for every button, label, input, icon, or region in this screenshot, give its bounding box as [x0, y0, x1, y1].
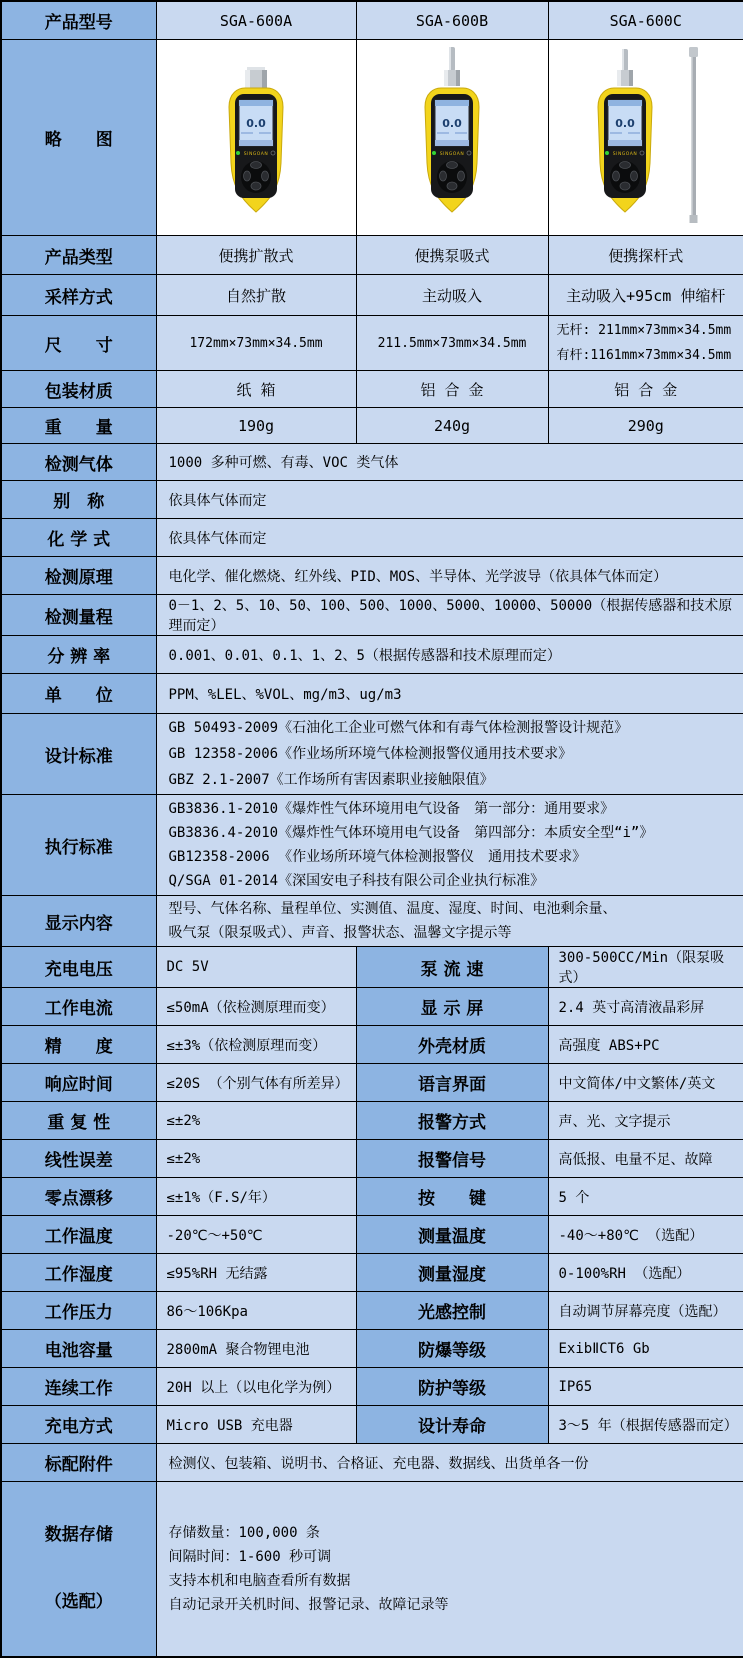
table-row: [1, 1102, 743, 1140]
spec-value: [156, 795, 743, 896]
spec-value: ≤95%RH 无结露: [156, 1254, 356, 1292]
row-label: 测量温度: [356, 1216, 548, 1254]
spec-value: ≤50mA（依检测原理而变）: [156, 988, 356, 1026]
table-row: [1, 1140, 743, 1178]
row-label: 产品类型: [1, 236, 156, 275]
row-label: 标配附件: [1, 1444, 156, 1482]
device-led: [605, 151, 609, 155]
gas-detector-with-probe-illustration: [583, 43, 709, 228]
row-label: 充电方式: [1, 1406, 156, 1444]
spec-value: 290g: [548, 408, 743, 444]
device-led: [432, 151, 436, 155]
row-label: 工作电流: [1, 988, 156, 1026]
table-row: [1, 371, 743, 408]
spec-value: 2.4 英寸高清液晶彩屏: [548, 988, 743, 1026]
spec-value: 211.5mm×73mm×34.5mm: [356, 316, 548, 371]
spec-value-line: GB3836.1-2010《爆炸性气体环境用电气设备 第一部分：通用要求》: [169, 797, 743, 821]
spec-value: 190g: [156, 408, 356, 444]
spec-value: 2800mA 聚合物锂电池: [156, 1330, 356, 1368]
spec-value-line: Q/SGA 01-2014《深国安电子科技有限公司企业执行标准》: [169, 869, 743, 893]
table-row: [1, 1216, 743, 1254]
device-image-sga-600c: [548, 40, 743, 236]
device-image-sga-600b: [356, 40, 548, 236]
row-label: 工作温度: [1, 1216, 156, 1254]
spec-value: 中文简体/中文繁体/英文: [548, 1064, 743, 1102]
spec-value: 电化学、催化燃烧、红外线、PID、MOS、半导体、光学波导（依具体气体而定）: [156, 557, 743, 595]
row-label: 检测量程: [1, 595, 156, 636]
model-name-a: SGA-600A: [156, 1, 356, 40]
device-brand-label: SINGOAN: [613, 151, 637, 157]
device-led: [236, 151, 240, 155]
row-label: 检测原理: [1, 557, 156, 595]
spec-value: 铝 合 金: [548, 371, 743, 408]
spec-value: 3～5 年（根据传感器而定）: [548, 1406, 743, 1444]
spec-value: 便携泵吸式: [356, 236, 548, 275]
row-label: 显示内容: [1, 896, 156, 947]
table-row: [1, 1, 743, 40]
spec-value: 主动吸入+95cm 伸缩杆: [548, 275, 743, 316]
row-label: 设计寿命: [356, 1406, 548, 1444]
row-label: 单 位: [1, 674, 156, 714]
spec-value: 0－1、2、5、10、50、100、500、1000、5000、10000、50000（根据传感器和技术原理而定）: [156, 595, 743, 636]
spec-value: [156, 896, 743, 947]
row-label: 显 示 屏: [356, 988, 548, 1026]
row-label: 报警信号: [356, 1140, 548, 1178]
row-label-model: 产品型号: [1, 1, 156, 40]
table-row: [1, 408, 743, 444]
row-label: 工作压力: [1, 1292, 156, 1330]
row-label: 采样方式: [1, 275, 156, 316]
table-row: [1, 595, 743, 636]
row-label: 设计标准: [1, 714, 156, 795]
spec-value-line: 吸气泵（限泵吸式）、声音、报警状态、温馨文字提示等: [169, 921, 743, 945]
row-label: 重 复 性: [1, 1102, 156, 1140]
spec-value-line: 支持本机和电脑查看所有数据: [169, 1569, 743, 1593]
row-label: 工作湿度: [1, 1254, 156, 1292]
device-screen-reading: 0.0: [615, 117, 635, 130]
spec-value: ≤±2%: [156, 1102, 356, 1140]
spec-value-line: GB 50493-2009《石油化工企业可燃气体和有毒气体检测报警设计规范》: [169, 715, 743, 741]
table-row: [1, 1406, 743, 1444]
spec-value: 1000 多种可燃、有毒、VOC 类气体: [156, 444, 743, 481]
row-label: 线性误差: [1, 1140, 156, 1178]
table-row: [1, 1178, 743, 1216]
table-row: [1, 275, 743, 316]
table-row: [1, 1292, 743, 1330]
table-row: [1, 481, 743, 519]
row-label: 别 称: [1, 481, 156, 519]
spec-value: 高强度 ABS+PC: [548, 1026, 743, 1064]
spec-value: 铝 合 金: [356, 371, 548, 408]
row-label: 精 度: [1, 1026, 156, 1064]
spec-value-line: 无杆: 211mm×73mm×34.5mm: [549, 318, 743, 343]
table-row: [1, 636, 743, 674]
row-label: 检测气体: [1, 444, 156, 481]
spec-value: 检测仪、包装箱、说明书、合格证、充电器、数据线、出货单各一份: [156, 1444, 743, 1482]
row-label: 按 键: [356, 1178, 548, 1216]
device-screen-reading: 0.0: [442, 117, 462, 130]
spec-value: [548, 316, 743, 371]
table-row: [1, 795, 743, 896]
spec-value: ≤±3%（依检测原理而变）: [156, 1026, 356, 1064]
spec-value-line: GB3836.4-2010《爆炸性气体环境用电气设备 第四部分：本质安全型“i”》: [169, 821, 743, 845]
table-row: [1, 1026, 743, 1064]
table-row: [1, 1064, 743, 1102]
spec-value: 声、光、文字提示: [548, 1102, 743, 1140]
table-row: [1, 236, 743, 275]
spec-value-line: GB12358-2006 《作业场所环境气体检测报警仪 通用技术要求》: [169, 845, 743, 869]
row-label: 零点漂移: [1, 1178, 156, 1216]
row-label: 化 学 式: [1, 519, 156, 557]
model-name-c: SGA-600C: [548, 1, 743, 40]
spec-value: PPM、%LEL、%VOL、mg/m3、ug/m3: [156, 674, 743, 714]
spec-value: 20H 以上（以电化学为例）: [156, 1368, 356, 1406]
spec-value: [156, 1482, 743, 1658]
telescopic-rod: [689, 47, 698, 223]
row-label-line: 数据存储: [2, 1522, 156, 1549]
row-label: 报警方式: [356, 1102, 548, 1140]
table-row: [1, 444, 743, 481]
spec-value: 0.001、0.01、0.1、1、2、5（根据传感器和技术原理而定）: [156, 636, 743, 674]
device-brand-label: SINGOAN: [440, 151, 464, 157]
spec-value-line: 存储数量：100,000 条: [169, 1521, 743, 1545]
table-row: [1, 896, 743, 947]
spec-value-line: 自动记录开关机时间、报警记录、故障记录等: [169, 1593, 743, 1617]
spec-value: 自动调节屏幕亮度（选配）: [548, 1292, 743, 1330]
spec-value: 便携扩散式: [156, 236, 356, 275]
row-label: 防护等级: [356, 1368, 548, 1406]
spec-value-line: 间隔时间：1-600 秒可调: [169, 1545, 743, 1569]
spec-value: ≤±2%: [156, 1140, 356, 1178]
spec-value: ≤±1%（F.S/年）: [156, 1178, 356, 1216]
device-screen-reading: 0.0: [246, 117, 266, 130]
row-label: 尺 寸: [1, 316, 156, 371]
gas-detector-illustration: [406, 43, 498, 228]
spec-value-line: GB 12358-2006《作业场所环境气体检测报警仪通用技术要求》: [169, 741, 743, 767]
spec-value-line: GBZ 2.1-2007《工作场所有害因素职业接触限值》: [169, 767, 743, 793]
spec-value: Micro USB 充电器: [156, 1406, 356, 1444]
spec-value: 0-100%RH （选配）: [548, 1254, 743, 1292]
spec-value: 自然扩散: [156, 275, 356, 316]
spec-value: 高低报、电量不足、故障: [548, 1140, 743, 1178]
row-label: 测量湿度: [356, 1254, 548, 1292]
row-label: 包装材质: [1, 371, 156, 408]
spec-value-line: 型号、气体名称、量程单位、实测值、温度、湿度、时间、电池剩余量、: [169, 897, 743, 921]
row-label: 执行标准: [1, 795, 156, 896]
spec-value: 便携探杆式: [548, 236, 743, 275]
row-label: 充电电压: [1, 947, 156, 988]
table-row: [1, 316, 743, 371]
table-row: [1, 988, 743, 1026]
spec-value: 172mm×73mm×34.5mm: [156, 316, 356, 371]
spec-value: 86～106Kpa: [156, 1292, 356, 1330]
row-label-sketch: 略 图: [1, 40, 156, 236]
table-row: [1, 557, 743, 595]
row-label: 泵 流 速: [356, 947, 548, 988]
spec-value: -20℃～+50℃: [156, 1216, 356, 1254]
spec-value-line: 有杆:1161mm×73mm×34.5mm: [549, 343, 743, 368]
row-label: 语言界面: [356, 1064, 548, 1102]
table-row: [1, 674, 743, 714]
spec-value: [156, 714, 743, 795]
model-name-b: SGA-600B: [356, 1, 548, 40]
table-row: [1, 1254, 743, 1292]
spec-value: -40～+80℃ （选配）: [548, 1216, 743, 1254]
row-label: 分 辨 率: [1, 636, 156, 674]
spec-value: 300-500CC/Min（限泵吸式）: [548, 947, 743, 988]
table-row: [1, 947, 743, 988]
row-label: 外壳材质: [356, 1026, 548, 1064]
spec-value: 纸 箱: [156, 371, 356, 408]
table-row: [1, 519, 743, 557]
device-image-sga-600a: [156, 40, 356, 236]
table-row: [1, 1368, 743, 1406]
spec-value: IP65: [548, 1368, 743, 1406]
row-label-line: （选配）: [2, 1589, 156, 1616]
spec-value: 240g: [356, 408, 548, 444]
row-label: 电池容量: [1, 1330, 156, 1368]
row-label: 重 量: [1, 408, 156, 444]
row-label: 光感控制: [356, 1292, 548, 1330]
row-label: 防爆等级: [356, 1330, 548, 1368]
spec-value: 主动吸入: [356, 275, 548, 316]
table-row: [1, 1482, 743, 1658]
spec-value: ExibⅡCT6 Gb: [548, 1330, 743, 1368]
table-row: [1, 714, 743, 795]
table-row: [1, 1330, 743, 1368]
table-row: [1, 1444, 743, 1482]
row-label: 响应时间: [1, 1064, 156, 1102]
spec-value: DC 5V: [156, 947, 356, 988]
spec-value: 5 个: [548, 1178, 743, 1216]
table-row: [1, 40, 743, 236]
gas-detector-illustration: [210, 43, 302, 228]
spec-value: 依具体气体而定: [156, 481, 743, 519]
spec-value: ≤20S （个别气体有所差异）: [156, 1064, 356, 1102]
row-label: 连续工作: [1, 1368, 156, 1406]
spec-value: 依具体气体而定: [156, 519, 743, 557]
row-label: [1, 1482, 156, 1658]
device-brand-label: SINGOAN: [244, 151, 268, 157]
